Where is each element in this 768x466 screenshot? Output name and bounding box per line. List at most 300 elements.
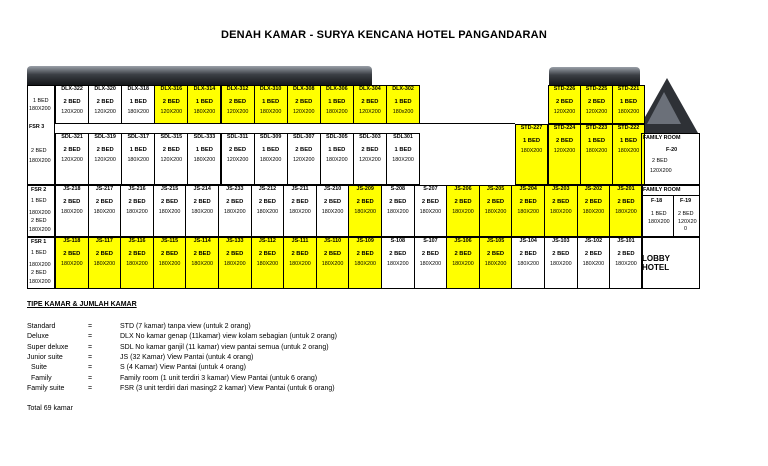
room-number: DLX-306 (326, 86, 348, 92)
room-bed-type: 2 BED (258, 199, 276, 206)
room-bed-type: 2 BED (555, 99, 574, 106)
room-number: JS-117 (95, 238, 113, 244)
room-bed-size: 180X200 (615, 208, 637, 215)
room-dlx-320 (88, 85, 122, 124)
family-room-bed: 2 BED (652, 158, 668, 164)
page-title: DENAH KAMAR - SURYA KENCANA HOTEL PANGANDARAN (221, 29, 547, 41)
room-number: JS-210 (323, 186, 342, 192)
room-js-106 (446, 237, 480, 289)
room-bed-type: 2 BED (229, 147, 247, 154)
f18-size: 180X200 (648, 219, 670, 225)
room-number: DLX-314 (193, 86, 216, 92)
room-bed-type: 2 BED (226, 251, 244, 258)
fsr1-size: 180X200 (29, 262, 51, 268)
fsr3-size2: 180X200 (29, 158, 51, 164)
roof-graphic-left (27, 66, 372, 85)
room-number: JS-109 (356, 238, 374, 244)
room-bed-size: 180X200 (484, 260, 507, 267)
room-bed-size: 120X200 (585, 108, 608, 115)
room-bed-type: 2 BED (161, 251, 179, 258)
room-bed-size: 120X200 (61, 108, 83, 115)
room-bed-size: 120X200 (359, 156, 381, 163)
room-js-205 (479, 185, 513, 237)
room-bed-type: 2 BED (95, 251, 113, 258)
legend-type: Standard (27, 323, 56, 330)
room-bed-size: 120X200 (160, 108, 183, 115)
legend-desc: JS (32 Kamar) View Pantai (untuk 4 orang) (120, 353, 254, 361)
room-bed-type: 2 BED (519, 251, 537, 258)
corridor-line-lower (384, 185, 515, 186)
fsr2-size: 180X200 (29, 210, 51, 216)
room-js-217 (88, 185, 122, 237)
room-bed-size: 180X200 (127, 108, 150, 115)
room-bed-size: 180X200 (256, 208, 279, 215)
room-bed-size: 120X200 (553, 147, 576, 154)
room-bed-size: 180X200 (452, 260, 474, 267)
room-js-111 (283, 237, 317, 289)
legend-sep: = (88, 343, 93, 351)
f19-code: F-19 (680, 198, 692, 204)
room-js-211 (283, 185, 317, 237)
room-number: JS-206 (454, 186, 472, 192)
room-bed-size: 180X200 (582, 208, 605, 215)
room-number: DLX-302 (392, 86, 414, 92)
room-number: SDL-315 (160, 134, 183, 140)
room-number: STD-225 (585, 86, 608, 92)
room-bed-type: 2 BED (193, 199, 211, 206)
room-bed-type: 2 BED (617, 251, 635, 258)
legend-sep: = (88, 384, 93, 392)
room-bed-size: 180X200 (193, 108, 216, 115)
legend-desc: S (4 Kamar) View Pantai (untuk 4 orang) (120, 364, 246, 372)
room-dlx-312 (221, 85, 255, 124)
room-bed-size: 180X200 (354, 260, 376, 267)
room-bed-type: 2 BED (295, 147, 313, 154)
room-sdl-311 (221, 133, 255, 185)
lobby-hotel: LOBBY HOTEL (641, 237, 700, 289)
fsr2-label: FSR 2 (31, 187, 47, 193)
room-number: DLX-312 (226, 86, 249, 92)
room-bed-type: 1 BED (587, 138, 606, 145)
fsr1-bed: 1 BED (31, 250, 47, 256)
room-js-206 (446, 185, 480, 237)
room-bed-type: 2 BED (555, 138, 574, 145)
legend-type: Junior suite (27, 353, 63, 361)
room-number: SDL-303 (359, 134, 381, 140)
room-bed-size: 180X200 (224, 260, 246, 267)
room-js-112 (251, 237, 285, 289)
legend-desc: DLX No kamar genap (11kamar) view kolam sebagian (untuk 2 orang) (120, 333, 337, 341)
room-bed-type: 1 BED (195, 99, 213, 106)
room-bed-size: 180X200 (61, 208, 83, 215)
room-dlx-306 (320, 85, 354, 124)
room-number: S-107 (423, 238, 438, 244)
room-js-116 (120, 237, 154, 289)
room-number: DLX-308 (292, 86, 315, 92)
room-bed-type: 2 BED (128, 251, 146, 258)
room-js-109 (348, 237, 382, 289)
room-number: DLX-316 (160, 86, 183, 92)
room-number: DLX-318 (127, 86, 150, 92)
room-number: JS-106 (454, 238, 472, 244)
room-number: JS-102 (584, 238, 603, 244)
room-bed-type: 2 BED (162, 99, 180, 106)
fsr2-size2: 180X200 (29, 227, 51, 233)
room-sdl301 (386, 133, 420, 185)
room-bed-type: 2 BED (487, 251, 505, 258)
room-bed-size: 120X200 (292, 108, 315, 115)
room-number: STD-224 (553, 125, 576, 131)
room-number: JS-105 (486, 238, 505, 244)
room-number: JS-103 (552, 238, 570, 244)
room-bed-size: 180X200 (585, 147, 608, 154)
room-bed-type: 2 BED (361, 147, 379, 154)
room-s-108 (381, 237, 415, 289)
room-number: JS-114 (193, 238, 211, 244)
room-bed-type: 2 BED (229, 99, 247, 106)
room-bed-type: 2 BED (63, 251, 81, 258)
room-bed-size: 120X200 (226, 156, 249, 163)
f19-size: 120X20 (678, 219, 697, 225)
room-bed-type: 2 BED (162, 147, 180, 154)
room-number: JS-215 (160, 186, 179, 192)
room-number: JS-216 (128, 186, 146, 192)
room-bed-type: 2 BED (421, 251, 439, 258)
room-number: DLX-310 (259, 86, 282, 92)
room-number: JS-118 (63, 238, 81, 244)
family-room-code: F-20 (666, 147, 678, 153)
room-bed-size: 180X200 (193, 156, 216, 163)
room-s-208 (381, 185, 415, 237)
room-bed-size: 180X200 (127, 156, 150, 163)
room-bed-type: 2 BED (584, 199, 602, 206)
room-dlx-316 (154, 85, 188, 124)
room-bed-size: 180X200 (354, 208, 376, 215)
room-bed-size: 180X200 (93, 208, 116, 215)
room-bed-type: 2 BED (193, 251, 211, 258)
room-sdl-307 (287, 133, 321, 185)
room-bed-size: 180X200 (550, 208, 572, 215)
room-bed-size: 180X200 (452, 208, 474, 215)
room-sdl-309 (254, 133, 288, 185)
roof-graphic-right (549, 67, 640, 85)
legend-type: Deluxe (27, 333, 49, 341)
room-js-118 (55, 237, 89, 289)
room-number: JS-212 (258, 186, 277, 192)
room-bed-type: 2 BED (421, 199, 439, 206)
room-bed-size: 180X200 (484, 208, 507, 215)
legend-type: Family (31, 374, 52, 382)
room-number: JS-204 (519, 186, 537, 192)
room-number: JS-115 (161, 238, 179, 244)
room-bed-size: 180X200 (224, 208, 246, 215)
room-number: DLX-322 (61, 86, 83, 92)
room-bed-type: 2 BED (96, 99, 114, 106)
room-js-215 (153, 185, 187, 237)
room-bed-size: 120X200 (160, 156, 183, 163)
room-js-233 (218, 185, 252, 237)
room-bed-type: 2 BED (324, 251, 342, 258)
room-bed-size: 180X200 (419, 208, 442, 215)
room-js-133 (218, 237, 252, 289)
room-bed-type: 2 BED (291, 251, 309, 258)
room-sdl-305 (320, 133, 354, 185)
room-bed-type: 2 BED (291, 199, 309, 206)
room-number: DLX-320 (94, 86, 116, 92)
legend-sep: = (88, 364, 93, 372)
room-js-218 (55, 185, 89, 237)
room-bed-type: 2 BED (389, 199, 407, 206)
room-bed-type: 2 BED (356, 251, 374, 258)
room-bed-size: 120X200 (226, 108, 249, 115)
room-js-212 (251, 185, 285, 237)
room-dlx-310 (254, 85, 288, 124)
room-bed-type: 2 BED (95, 199, 113, 206)
room-std-224 (548, 124, 581, 185)
room-number: SDL-319 (94, 134, 116, 140)
room-number: STD-223 (585, 125, 608, 131)
room-s-107 (414, 237, 448, 289)
room-bed-type: 2 BED (454, 199, 472, 206)
room-number: SDL-309 (259, 134, 282, 140)
room-bed-type: 2 BED (617, 199, 635, 206)
room-bed-type: 2 BED (63, 199, 81, 206)
room-bed-size: 120X200 (94, 156, 116, 163)
room-js-214 (185, 185, 219, 237)
room-js-103 (544, 237, 578, 289)
room-js-102 (577, 237, 611, 289)
room-bed-type: 1 BED (129, 147, 147, 154)
room-number: JS-101 (617, 238, 635, 244)
fsr1-label: FSR 1 (31, 239, 47, 245)
room-bed-size: 180X200 (326, 156, 348, 163)
room-std-226 (548, 85, 581, 124)
legend-type: Suite (31, 364, 47, 372)
room-number: JS-203 (552, 186, 570, 192)
room-js-210 (316, 185, 350, 237)
room-bed-size: 180X200 (326, 108, 348, 115)
room-bed-type: 2 BED (587, 99, 606, 106)
fsr3-bed: 1 BED (33, 98, 49, 104)
f18-bed: 1 BED (651, 211, 667, 217)
room-js-115 (153, 237, 187, 289)
room-bed-size: 180X200 (582, 260, 605, 267)
room-bed-size: 180X200 (387, 260, 409, 267)
room-bed-type: 1 BED (619, 99, 638, 106)
room-bed-size: 180X200 (256, 260, 279, 267)
f19-bed: 2 BED (678, 211, 694, 217)
family-room-f20 (641, 133, 700, 185)
room-bed-size: 120X200 (292, 156, 315, 163)
legend-title: TIPE KAMAR & JUMLAH KAMAR (27, 301, 137, 308)
room-bed-type: 2 BED (295, 99, 313, 106)
legend-desc: STD (7 kamar) tanpa view (untuk 2 orang) (120, 323, 251, 330)
room-number: JS-133 (226, 238, 244, 244)
room-bed-size: 180X200 (289, 208, 311, 215)
room-bed-type: 2 BED (552, 251, 570, 258)
room-bed-type: 1 BED (262, 99, 280, 106)
room-dlx-308 (287, 85, 321, 124)
room-bed-type: 2 BED (552, 199, 570, 206)
room-sdl-303 (353, 133, 387, 185)
room-js-204 (511, 185, 545, 237)
room-dlx-318 (121, 85, 155, 124)
room-bed-size: 180X200 (259, 156, 282, 163)
family-room-title: FAMILY ROOM (643, 135, 681, 141)
room-bed-size: 180X200 (158, 260, 181, 267)
room-number: JS-116 (128, 238, 146, 244)
room-bed-type: 2 BED (584, 251, 602, 258)
room-js-209 (348, 185, 382, 237)
room-std-223 (580, 124, 613, 185)
room-std-225 (580, 85, 613, 124)
total-text: Total 69 kamar (27, 405, 73, 412)
room-bed-size: 180X200 (615, 260, 637, 267)
room-bed-type: 1 BED (619, 138, 638, 145)
room-bed-type: 1 BED (195, 147, 213, 154)
room-bed-type: 2 BED (63, 147, 81, 154)
room-bed-type: 2 BED (258, 251, 276, 258)
room-bed-size: 120X200 (553, 108, 576, 115)
room-number: JS-112 (258, 238, 276, 244)
room-js-110 (316, 237, 350, 289)
room-bed-type: 2 BED (63, 99, 81, 106)
legend-sep: = (88, 353, 93, 361)
room-js-216 (120, 185, 154, 237)
room-bed-type: 1 BED (394, 147, 412, 154)
f18-code: F-18 (651, 198, 663, 204)
room-bed-size: 180X200 (259, 108, 282, 115)
room-bed-size: 180x200 (392, 108, 414, 115)
room-bed-type: 2 BED (356, 199, 374, 206)
room-sdl-317 (121, 133, 155, 185)
room-dlx-304 (353, 85, 387, 124)
room-number: SDL-311 (226, 134, 249, 140)
room-bed-size: 180X200 (289, 260, 311, 267)
legend-sep: = (88, 323, 93, 330)
room-sdl-321 (55, 133, 89, 185)
fsr1-size2: 180X200 (29, 279, 51, 285)
pyramid-roof-highlight (647, 92, 681, 124)
room-bed-type: 2 BED (128, 199, 146, 206)
legend-type: Super deluxe (27, 343, 69, 351)
room-js-114 (185, 237, 219, 289)
room-number: SDL-305 (326, 134, 348, 140)
room-js-117 (88, 237, 122, 289)
room-s-207 (414, 185, 448, 237)
fsr2-block (27, 185, 55, 237)
room-bed-size: 180X200 (61, 260, 83, 267)
room-number: JS-104 (519, 238, 537, 244)
room-number: JS-211 (291, 186, 309, 192)
room-bed-size: 180X200 (550, 260, 572, 267)
room-js-202 (577, 185, 611, 237)
room-bed-size: 180X200 (419, 260, 442, 267)
room-bed-type: 2 BED (454, 251, 472, 258)
fsr1-bed2: 2 BED (31, 270, 47, 276)
room-bed-type: 2 BED (389, 251, 407, 258)
room-bed-type: 2 BED (324, 199, 342, 206)
fsr3-block (27, 85, 55, 185)
f19-size-cont: 0 (684, 226, 687, 232)
room-number: JS-201 (617, 186, 635, 192)
room-number: JS-209 (356, 186, 374, 192)
room-js-104 (511, 237, 545, 289)
room-js-105 (479, 237, 513, 289)
room-sdl-315 (154, 133, 188, 185)
room-bed-type: 2 BED (519, 199, 537, 206)
room-number: JS-214 (193, 186, 211, 192)
room-bed-size: 180X200 (191, 260, 213, 267)
room-dlx-302 (386, 85, 420, 124)
corridor-line (384, 123, 515, 124)
fsr3-bed2: 2 BED (31, 148, 47, 154)
room-js-201 (609, 185, 643, 237)
room-number: JS-218 (63, 186, 81, 192)
room-bed-size: 180X200 (517, 260, 539, 267)
room-number: SDL-321 (61, 134, 83, 140)
room-bed-size: 180X200 (392, 156, 414, 163)
room-bed-size: 180X200 (617, 147, 640, 154)
family-room2-title: FAMILY ROOM (643, 187, 681, 193)
room-std-227 (515, 124, 548, 185)
family-room-size: 120X200 (650, 168, 672, 174)
room-bed-size: 180X200 (520, 147, 543, 154)
room-bed-size: 180X200 (321, 260, 344, 267)
room-bed-size: 180X200 (387, 208, 409, 215)
room-sdl-319 (88, 133, 122, 185)
fsr1-block (27, 237, 55, 289)
room-dlx-314 (187, 85, 221, 124)
room-bed-size: 180X200 (617, 108, 640, 115)
room-bed-size: 120X200 (61, 156, 83, 163)
room-bed-type: 1 BED (522, 138, 541, 145)
fsr3-size: 180X200 (29, 106, 51, 112)
legend-desc: FSR (3 unit terdiri dari masing2 2 kamar) View Pantai (untuk 6 orang) (120, 384, 335, 392)
room-number: JS-205 (486, 186, 505, 192)
room-bed-size: 180X200 (126, 208, 148, 215)
fsr2-bed2: 2 BED (31, 218, 47, 224)
room-number: JS-217 (95, 186, 114, 192)
room-bed-size: 120X200 (94, 108, 116, 115)
legend-desc: SDL No kamar ganjil (11 kamar) view pantai semua (untuk 2 orang) (120, 343, 329, 351)
fsr3-label: FSR 3 (29, 124, 45, 130)
room-number: S-108 (390, 238, 405, 244)
room-bed-type: 1 BED (328, 99, 346, 106)
room-number: STD-221 (617, 86, 640, 92)
room-js-101 (609, 237, 643, 289)
room-number: JS-202 (584, 186, 603, 192)
room-number: SDL-317 (127, 134, 150, 140)
room-number: SDL301 (393, 134, 413, 140)
room-std-221 (612, 85, 645, 124)
legend-sep: = (88, 333, 93, 341)
room-number: SDL-333 (193, 134, 216, 140)
room-bed-type: 2 BED (226, 199, 244, 206)
room-bed-type: 1 BED (262, 147, 280, 154)
room-number: DLX-304 (359, 86, 381, 92)
room-sdl-333 (187, 133, 221, 185)
room-bed-type: 2 BED (161, 199, 179, 206)
room-js-203 (544, 185, 578, 237)
room-bed-type: 2 BED (96, 147, 114, 154)
room-number: JS-110 (324, 238, 342, 244)
room-number: SDL-307 (292, 134, 315, 140)
room-bed-size: 180X200 (126, 260, 148, 267)
fsr2-bed: 1 BED (31, 198, 47, 204)
room-bed-size: 180X200 (93, 260, 116, 267)
room-number: STD-227 (520, 125, 543, 131)
